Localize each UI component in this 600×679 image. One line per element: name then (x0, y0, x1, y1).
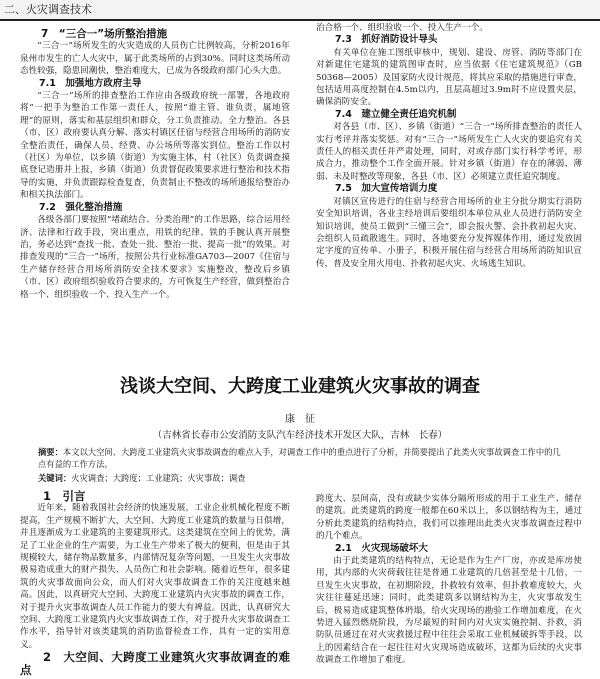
abstract-label: 摘要： (38, 447, 63, 457)
section-7-4-paragraph: 对各县（市、区）、乡镇（街道）“三合一”场所排查整治的责任人实行考评并落实奖惩。对有“三合一”场所发生亡人火灾的要追究有关责任人的相关责任并严肃处理，同时，对或存部门实行科学考评，形成合力，推动整个工作全面开展。针对乡镇（街道）存在的薄弱、薄弱、未及时整改等现象，各县（市、区）必须建立责任追究制度。 (316, 122, 582, 182)
keywords-label: 关键词： (38, 473, 72, 483)
article-author: 康 征 (285, 414, 315, 425)
abstract (38, 446, 563, 470)
article-affiliation: （吉林省长春市公安消防支队汽车经济技术开发区大队，吉林 长春） (152, 430, 448, 441)
section-7-1-heading: 7.1 加强地方政府主导 (39, 77, 142, 89)
section-2-heading: 2 大空间、大跨度工业建筑火灾事故调查的难点 (20, 650, 290, 677)
right-bottom-lead-text: 跨度大、层间高，没有或缺少实体分隔所形成的用于工业生产、储存的建筑。此类建筑的跨度一般都在60米以上，多以钢结构为主，通过分析此类建筑的结构特点，我们可以推理出此类火灾事故调查过程中的几个难点。 (316, 494, 582, 542)
right-column-top (316, 22, 582, 328)
header-rule (0, 19, 600, 21)
section-7-5-paragraph: 对镇区宣传进行的住宿与经营合用场所的业主分批分期实行消防安全知识培训，各业主经培训后要组织本单位从业人员进行消防安全知识培训，使员工做到“三懂三会”，即会报火警、会扑救初起火灾、会组织人员疏散逃生。同时，各地要充分发挥媒体作用，通过发放固定字度的宣传单、小册子，积极开展住宿与经营合用场所消防知识宣传，普及安全用火用电、扑救初起火灾、火场逃生知识。 (316, 196, 582, 269)
abstract-text: 本文以大空间、大跨度工业建筑火灾事故调查的难点入手，对调查工作中的重点进行了分析，并简要提出了此类火灾事故调查工作中的几点有益的工作方法。 (38, 447, 561, 469)
right-column-bottom (316, 493, 582, 679)
left-column-bottom (20, 490, 290, 679)
section-7-2-paragraph: 各级各部门要按照“堵疏结合、分类治理”的工作思路，综合运用经济、法律和行政手段，突出重点，用铁的纪律、铁的手腕认真开展整治，务必达到“查找一批、查处一批、整治一批、提高一批”的效果。对排查发现的“三合一”场所，按照公共行业标准GA703—2007《住宿与生产储存经营合用场所消防安全技术要求》实施整改，整改后乡镇（市、区）政府组织验收符合要求的，方可恢复生产经营，做到整治合格一个、组织验收一个、投入生产一个。 (20, 215, 290, 300)
introduction-paragraph: 近年来，随着我国社会经济的快速发展，工业企业机械化程度不断提高，生产规模不断扩大，大空间、大跨度工业建筑的数量与日俱增，并且逐渐成为工业建筑的主要建筑形式。这类建筑在空间上的优势，满足了工业企业的生产需要，为工业生产带来了极大的便利，但是由于其规模较大，储存物品数量多，内部情况复杂等问题，一旦发生火灾事故极易造成重大的财产损失、人员伤亡和社会影响。随着近些年，很多建筑的火灾事故面向公众，而人们对火灾事故调查工作的关注度越来越高。因此，以真研究大空间、大跨度工业建筑内火灾事故的调查工作，对于提升火灾事故调查人员工作能力的要大有裨益。因此，认真研究大空间、大跨度工业建筑内火灾事故调查工作，对于提升火灾事故调查工作水平，指导针对该类建筑的消防监督检查工作，具有一定的实用意义。 (20, 503, 290, 650)
article-title: 浅谈大空间、大跨度工业建筑火灾事故的调查 (120, 376, 480, 397)
section-7-heading: 7 “三合一”场所整治措施 (41, 28, 168, 40)
keywords-text: 火灾调查；大跨度；工业建筑；火灾事故；调查 (71, 473, 246, 483)
introduction-heading: 1 引言 (43, 490, 86, 503)
right-lead-text: 治合格一个、组织验收一个、投入生产一个。 (316, 23, 488, 33)
section-7-1-paragraph: “三合一”场所的排查整治工作应由各级政府统一部署，各地政府将“一把手为整治工作第一责任人，按照“谁主管、谁负责，属地管理”的原则，落实和基层组织和群众，分工负责推动。全力整治。各县（市、区）政府要认真分解、落实村镇区任宿与经营合用场所的消防安全整治责任，确保人员、经费、办公场所等落实到位。整治工作以村（社区）为单位，以乡镇（街道）为实施主体，村（社区）负责调查摸底登记造册并上报，乡镇（街道）负责督促政策要求进行整治和技术指导的实施，并负责跟踪检查复查，负责制止不整改的场所通报给整治办和相关执法部门。 (20, 91, 290, 201)
section-2-1-heading: 2.1 火灾现场破坏大 (335, 542, 428, 554)
section-2-1-paragraph: 由于此类建筑的结构特点，无论是作为生产厂房，亦或是库房使用，其内部的火灾荷载往往是普通工业建筑的几倍甚至是十几倍，一旦发生火灾事故，在初期阶段，扑救较有效率，但扑救难度较大，火灾往往蔓延迅速；同时，此类建筑多以钢结构为主，火灾事故发生后，极易造成建筑整体坍塌，给火灾现场的勘验工作增加难度，在火势进入猛烈燃烧阶段，为尽最短的时间内对火灾实施控制、扑救，消防队员通过在对火灾救援过程中往往会采取工业机械破拆等手段，以上的因素结合在一起往往对火灾现场造成破坏，这都为后续的火灾事故调查工作增加了难度。 (316, 556, 582, 666)
section-7-3-paragraph: 有关单位在施工图纸审核中，规划、建设、房管、消防等部门在对新建住宅建筑的建筑图审查时，应当依据《住宅建筑规范》（GB 50368—2005）及国家防火设计规范，将其应采取的措施进行审查，包括适用高度控制在4.5m以内，且层高超过3.9m时不应设置夹层，确保消防安全。 (316, 47, 582, 108)
section-7-2-heading: 7.2 强化整治措施 (39, 201, 123, 213)
page-header (0, 0, 600, 20)
header-text: 二、火灾调查技术 (4, 3, 92, 16)
section-7-4-heading: 7.4 建立健全责任追究机制 (335, 108, 457, 120)
left-column-top (20, 28, 290, 328)
section-7-5-heading: 7.5 加大宣传培训力度 (335, 183, 438, 195)
keywords (38, 472, 563, 484)
section-7-3-heading: 7.3 抓好消防设计导头 (335, 34, 438, 46)
section-7-paragraph: “三合一”场所发生的火灾造成的人员伤亡比例较高，分析2016年泉州市发生的亡人火灾中，属于此类场所的占到30%。同时这类场所动态性较强，隐患回潮快，整治难度大，已成为各级政府部门心头大患。 (20, 41, 290, 77)
